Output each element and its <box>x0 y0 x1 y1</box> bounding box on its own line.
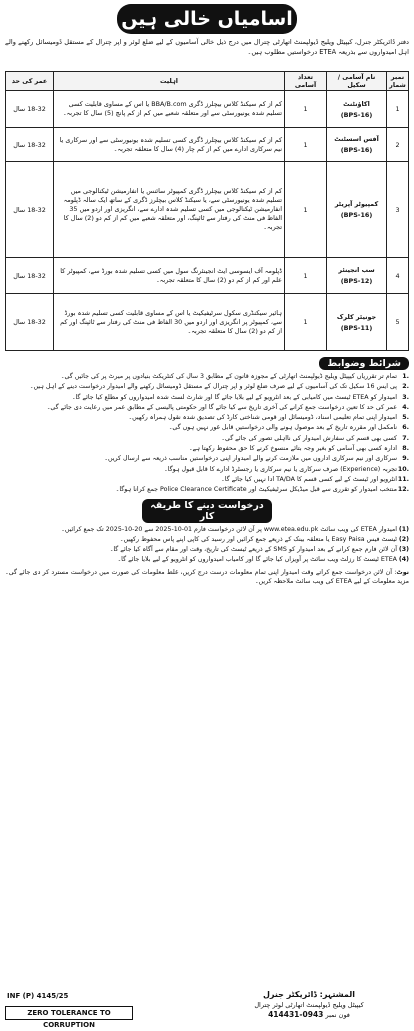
list-item: .11 انٹرویو اور ٹیسٹ کے لیے کسی قسم کا TA/DA ادا نہیں کیا جائے گا۔ <box>221 475 409 483</box>
post-name: کمپیوٹر آپریٹر <box>334 200 379 208</box>
post-scale: (BPS-12) <box>340 277 373 285</box>
row-serial: 1 <box>387 91 409 128</box>
list-item: .2 پی ایس 16 سکیل تک کی آسامیوں کے لیے صرف ضلع لوئر و اپر چترال کے مستقل ڈومیسائل رکھنے والے امیدوار درخواست دینے کے اہل ہیں۔ <box>29 383 409 391</box>
post-name: آفس اسسٹنٹ <box>334 135 379 143</box>
row-qualification: ڈپلومہ آف ایسوسی ایٹ انجینئرنگ سول میں کسی تسلیم شدہ بورڈ سے، کمپیوٹر کا علم اور کم از کم دو (2) سال کا متعلقہ تجربہ۔ <box>54 258 285 294</box>
list-item: (4) ETEA ٹیسٹ کا رزلٹ ویب سائٹ پر آویزاں کیا جائے گا اور کامیاب امیدواروں کو انٹرویو کے لیے بلایا جائے گا۔ <box>117 556 409 564</box>
row-qualification: ہائیر سیکنڈری سکول سرٹیفیکیٹ یا اس کے مساوی قابلیت کسی تسلیم شدہ بورڈ سے، کمپیوٹر پر انگریزی اور اردو میں 30 الفاظ فی منٹ کی رفتار سے ٹائپنگ اور کم از کم دو (2) سال کا متعلقہ تجربہ۔ <box>54 294 285 351</box>
row-qualification: کم از کم سیکنڈ کلاس بیچلرز ڈگری BBA/B.com یا اس کے مساوی قابلیت کسی تسلیم شدہ یونیورسٹی سے اور متعلقہ شعبے میں کم از کم پانچ (5) سال کا تجربہ۔ <box>54 91 285 128</box>
post-scale: (BPS-16) <box>340 211 373 219</box>
row-post <box>327 258 387 294</box>
anti-corruption-slogan: ZERO TOLERANCE TO CORRUPTION <box>5 1006 133 1020</box>
post-scale: (BPS-11) <box>340 323 373 332</box>
phone-label: فون نمبر <box>325 1011 350 1019</box>
post-scale: (BPS-16) <box>340 110 373 119</box>
list-item: .4 عمر کی حد کا تعین درخواست جمع کرانے کی آخری تاریخ سے کیا جائے گا اور حکومتی پالیسی کے مطابق عمر میں رعایت دی جائے گی۔ <box>46 403 409 411</box>
list-item: .5 امیدوار اپنی تمام تعلیمی اسناد، ڈومیسائل اور قومی شناختی کارڈ کی تصدیق شدہ نقول ہمراہ رکھیں۔ <box>128 414 409 422</box>
header-age-limit: عمر کی حد <box>6 72 54 91</box>
post-name: جونیئر کلرک <box>336 312 377 321</box>
row-age: 18-32 سال <box>6 91 54 128</box>
list-item: .6 نامکمل اور مقررہ تاریخ کے بعد موصول ہونے والی درخواستیں قابل غور نہیں ہوں گی۔ <box>168 424 409 432</box>
note-text: آن لائن درخواست جمع کراتے وقت امیدوار اپنی تمام معلومات درست درج کریں، غلط معلومات کی صورت میں درخواست مسترد کر دی جائے گی۔ مزید معلومات کے لیے ETEA کی ویب سائٹ ملاحظہ کریں۔ <box>5 568 409 586</box>
row-serial: 2 <box>387 128 409 162</box>
row-count: 1 <box>285 294 327 351</box>
row-age: 18-32 سال <box>6 294 54 351</box>
row-age: 18-32 سال <box>6 258 54 294</box>
list-item: .7 کسی بھی قسم کی سفارش امیدوار کی نااہلی تصور کی جائے گی۔ <box>221 434 409 442</box>
list-item: .9 سرکاری اور نیم سرکاری اداروں میں ملازمت کرنے والے امیدوار اپنی درخواستیں مناسب ذریعہ سے ارسال کریں۔ <box>104 455 409 463</box>
post-name: اکاؤنٹنٹ <box>343 99 370 108</box>
issuer-phone-row <box>209 1010 409 1020</box>
headline: اسامیاں خالی ہیں <box>117 4 297 34</box>
issuer-org: کیپیٹل ویلیج ڈیولپمنٹ اتھارٹی لوئر چترال <box>254 1001 364 1009</box>
terms-heading: شرائط وضوابط <box>319 357 409 370</box>
inf-code: INF (P) 4145/25 <box>7 992 69 1000</box>
table-row <box>6 258 409 294</box>
row-post <box>327 162 387 258</box>
intro-paragraph: دفتر ڈائریکٹر جنرل، کیپیٹل ویلیج ڈیولپمنٹ اتھارٹی چترال میں درج ذیل خالی آسامیوں کے لیے ضلع لوئر و اپر چترال کے مستقل ڈومیسائل رکھنے والے اہل امیدواروں سے بذریعہ ETEA درخواستیں مطلوب ہیں۔ <box>5 38 409 56</box>
row-count: 1 <box>285 128 327 162</box>
row-qualification: کم از کم سیکنڈ کلاس بیچلرز ڈگری کسی تسلیم شدہ یونیورسٹی سے اور سرکاری یا نیم سرکاری ادارے میں کم از کم چار (4) سال کا متعلقہ تجربہ۔ <box>54 128 285 162</box>
list-item: .8 ادارہ کسی بھی آسامی کو بغیر وجہ بتائے منسوخ کرنے کا حق محفوظ رکھتا ہے۔ <box>188 445 409 453</box>
table-header-row <box>6 72 409 91</box>
row-count: 1 <box>285 258 327 294</box>
header-post-name: نام آسامی / سکیل <box>327 72 387 91</box>
row-serial: 4 <box>387 258 409 294</box>
footer <box>5 960 409 1029</box>
row-post <box>327 294 387 351</box>
row-count: 1 <box>285 162 327 258</box>
phone-number: 0943-414431 <box>268 1010 324 1019</box>
list-item: (2) ٹیسٹ فیس Easy Paisa یا متعلقہ بینک کے ذریعے جمع کرائیں اور رسید کی کاپی اپنے پاس محفوظ رکھیں۔ <box>119 535 409 543</box>
row-post <box>327 91 387 128</box>
row-qualification: کم از کم سیکنڈ کلاس بیچلرز ڈگری کمپیوٹر سائنس یا انفارمیشن ٹیکنالوجی میں تسلیم شدہ یونیورسٹی سے، یا سیکنڈ کلاس بیچلرز ڈگری کے ساتھ ایک سالہ ڈپلومہ انفارمیشن ٹیکنالوجی میں کسی تسلیم شدہ ادارے سے، انگریزی اور اردو میں 35 الفاظ فی منٹ کی رفتار سے ٹائپنگ، اور متعلقہ شعبے میں کم از کم دو (2) سال کا تجربہ۔ <box>54 162 285 258</box>
list-item: (3) آن لائن فارم جمع کرانے کے بعد امیدوار کو SMS کے ذریعے ٹیسٹ کی تاریخ، وقت اور مقام سے آگاہ کیا جائے گا۔ <box>109 546 409 554</box>
row-serial: 3 <box>387 162 409 258</box>
table-row <box>6 91 409 128</box>
list-item: .3 امیدوار کو ETEA ٹیسٹ میں کامیابی کے بعد انٹرویو کے لیے بلایا جائے گا اور شارٹ لسٹ شدہ امیدواروں کو مطلع کیا جائے گا۔ <box>71 393 409 401</box>
row-age: 18-32 سال <box>6 162 54 258</box>
table-row <box>6 294 409 351</box>
issuer-title: المشتہر: ڈائریکٹر جنرل <box>262 990 356 999</box>
issuer-block <box>209 990 409 1020</box>
row-serial: 5 <box>387 294 409 351</box>
list-item: .10 تجربہ (Experience) صرف سرکاری یا نیم سرکاری یا رجسٹرڈ ادارے کا قابل قبول ہوگا۔ <box>163 465 409 473</box>
header-qualification: اہلیت <box>54 72 285 91</box>
row-post <box>327 128 387 162</box>
row-age: 18-32 سال <box>6 128 54 162</box>
apply-steps-list <box>5 525 409 565</box>
post-name: سب انجینئر <box>338 266 375 274</box>
note-paragraph: نوٹ: آن لائن درخواست جمع کراتے وقت امیدوار اپنی تمام معلومات درست درج کریں، غلط معلومات کی صورت میں درخواست مسترد کر دی جائے گی۔ مزید معلومات کے لیے ETEA کی ویب سائٹ ملاحظہ کریں۔ <box>5 568 410 586</box>
table-row <box>6 162 409 258</box>
header-serial: نمبر شمار <box>387 72 409 91</box>
post-scale: (BPS-16) <box>340 146 373 154</box>
vacancy-table <box>5 71 409 351</box>
header-count: تعداد آسامی <box>285 72 327 91</box>
row-count: 1 <box>285 91 327 128</box>
apply-heading: درخواست دینے کا طریقہ کار <box>142 499 272 523</box>
terms-list <box>5 372 409 495</box>
list-item: (1) امیدوار ETEA کی ویب سائٹ www.etea.edu.pk پر آن لائن درخواست فارم 01-10-2025 سے 20-10-2025 تک جمع کرائیں۔ <box>61 525 409 533</box>
list-item: .12 منتخب امیدوار کو تقرری سے قبل میڈیکل سرٹیفیکیٹ اور Police Clearance Certificate جمع کرانا ہوگا۔ <box>115 486 409 494</box>
note-label: نوٹ <box>396 568 410 576</box>
table-row <box>6 128 409 162</box>
list-item: .1 تمام تر تقرریاں کیپیٹل ویلیج ڈیولپمنٹ اتھارٹی کے مجوزہ قانون کے مطابق 3 سال کی کنٹریکٹ بنیادوں پر میرٹ پر کی جائیں گی۔ <box>60 373 409 380</box>
